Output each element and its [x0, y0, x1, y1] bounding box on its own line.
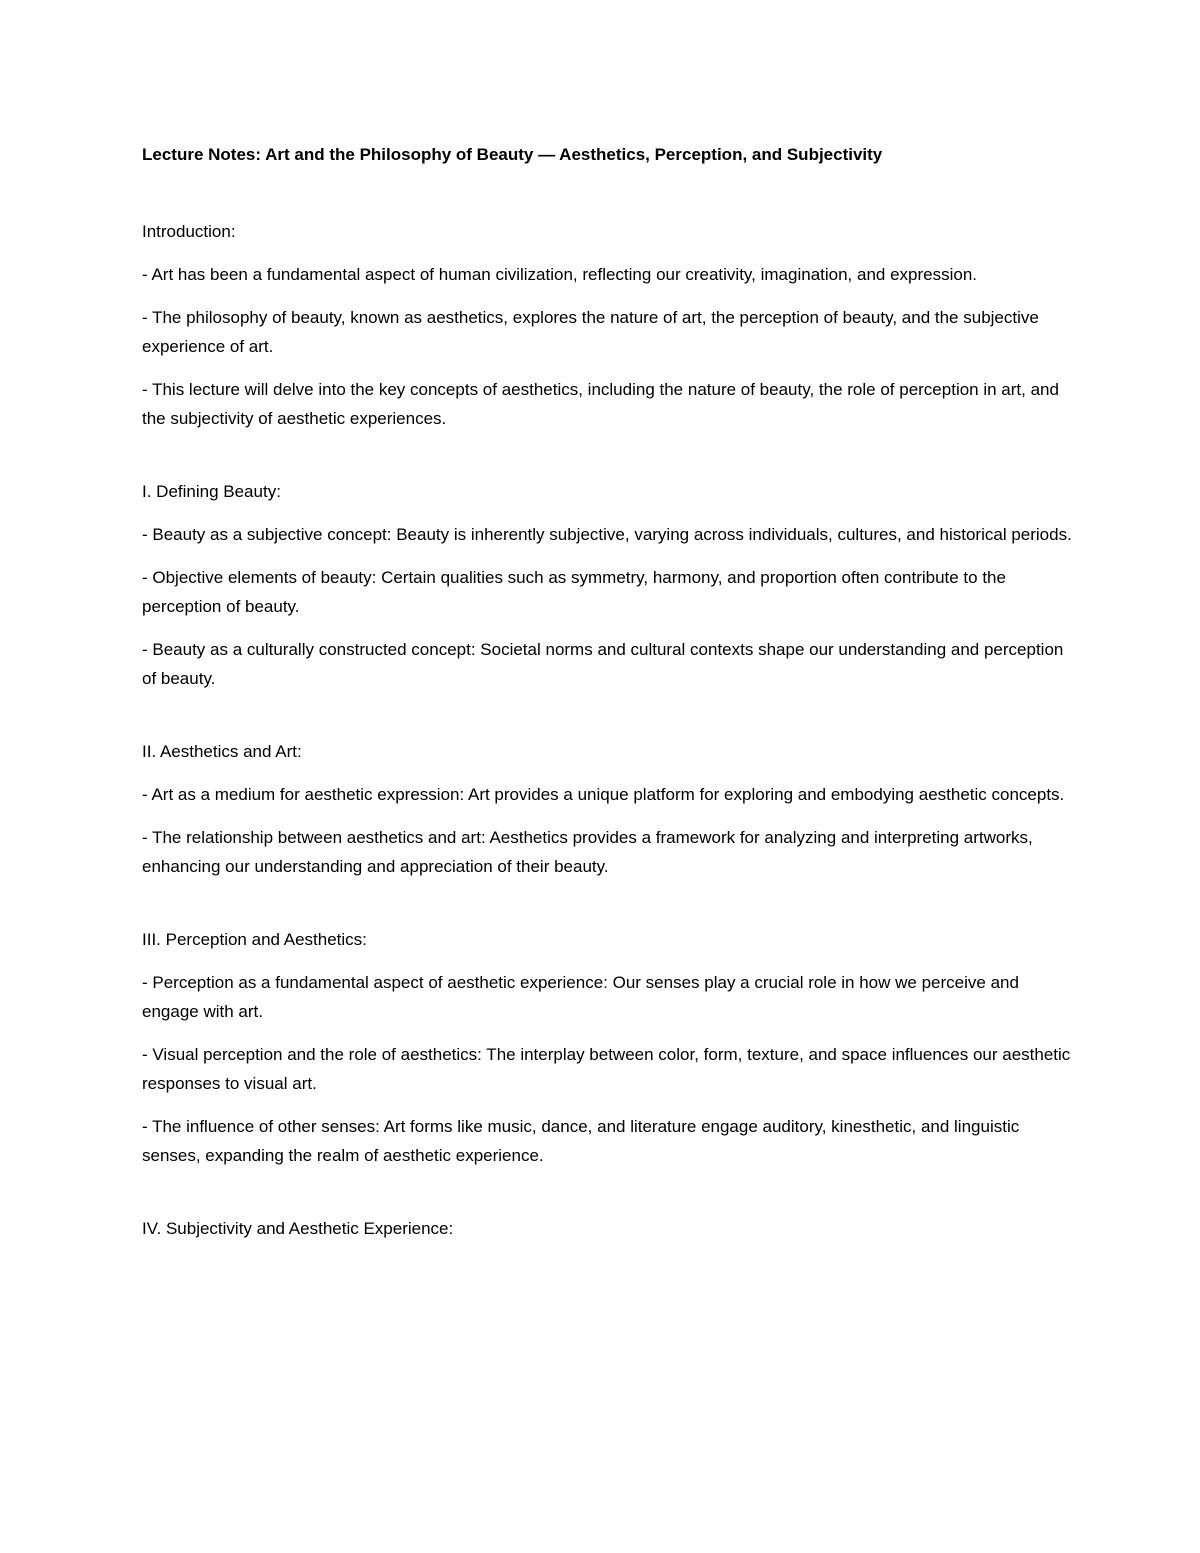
bullet-item: - Beauty as a culturally constructed concept: Societal norms and cultural contexts shape our understanding and perception of beauty. — [142, 640, 1064, 688]
bullet-item: - Art as a medium for aesthetic expression: Art provides a unique platform for exploring and embodying aesthetic concepts. — [142, 785, 1065, 804]
section-heading: IV. Subjectivity and Aesthetic Experience: — [142, 1219, 454, 1238]
section-heading: Introduction: — [142, 222, 236, 241]
section-heading: II. Aesthetics and Art: — [142, 742, 302, 761]
bullet-item: - The influence of other senses: Art forms like music, dance, and literature engage auditory, kinesthetic, and linguistic senses, expanding the realm of aesthetic experience. — [142, 1117, 1020, 1165]
bullet-item: - Perception as a fundamental aspect of aesthetic experience: Our senses play a crucial role in how we perceive and engage with art. — [142, 973, 1019, 1021]
bullet-item: - Art has been a fundamental aspect of human civilization, reflecting our creativity, imagination, and expression. — [142, 265, 978, 284]
bullet-item: - Objective elements of beauty: Certain qualities such as symmetry, harmony, and proportion often contribute to the perception of beauty. — [142, 568, 1006, 616]
section-introduction — [142, 217, 1072, 433]
section-perception-and-aesthetics — [142, 925, 1072, 1170]
document-title: Lecture Notes: Art and the Philosophy of Beauty — Aesthetics, Perception, and Subjectivity — [142, 145, 883, 164]
bullet-item: - Beauty as a subjective concept: Beauty is inherently subjective, varying across individuals, cultures, and historical periods. — [142, 525, 1072, 544]
section-subjectivity — [142, 1214, 1072, 1243]
bullet-item: - This lecture will delve into the key concepts of aesthetics, including the nature of beauty, the role of perception in art, and the subjectivity of aesthetic experiences. — [142, 380, 1059, 428]
section-aesthetics-and-art — [142, 737, 1072, 881]
section-heading: III. Perception and Aesthetics: — [142, 930, 367, 949]
bullet-item: - The relationship between aesthetics and art: Aesthetics provides a framework for analyzing and interpreting artworks, enhancing our understanding and appreciation of their beauty. — [142, 828, 1033, 876]
section-heading: I. Defining Beauty: — [142, 482, 281, 501]
document-page — [142, 140, 1072, 1287]
bullet-item: - Visual perception and the role of aesthetics: The interplay between color, form, texture, and space influences our aesthetic responses to visual art. — [142, 1045, 1071, 1093]
section-defining-beauty — [142, 477, 1072, 693]
bullet-item: - The philosophy of beauty, known as aesthetics, explores the nature of art, the perception of beauty, and the subjective experience of art. — [142, 308, 1039, 356]
